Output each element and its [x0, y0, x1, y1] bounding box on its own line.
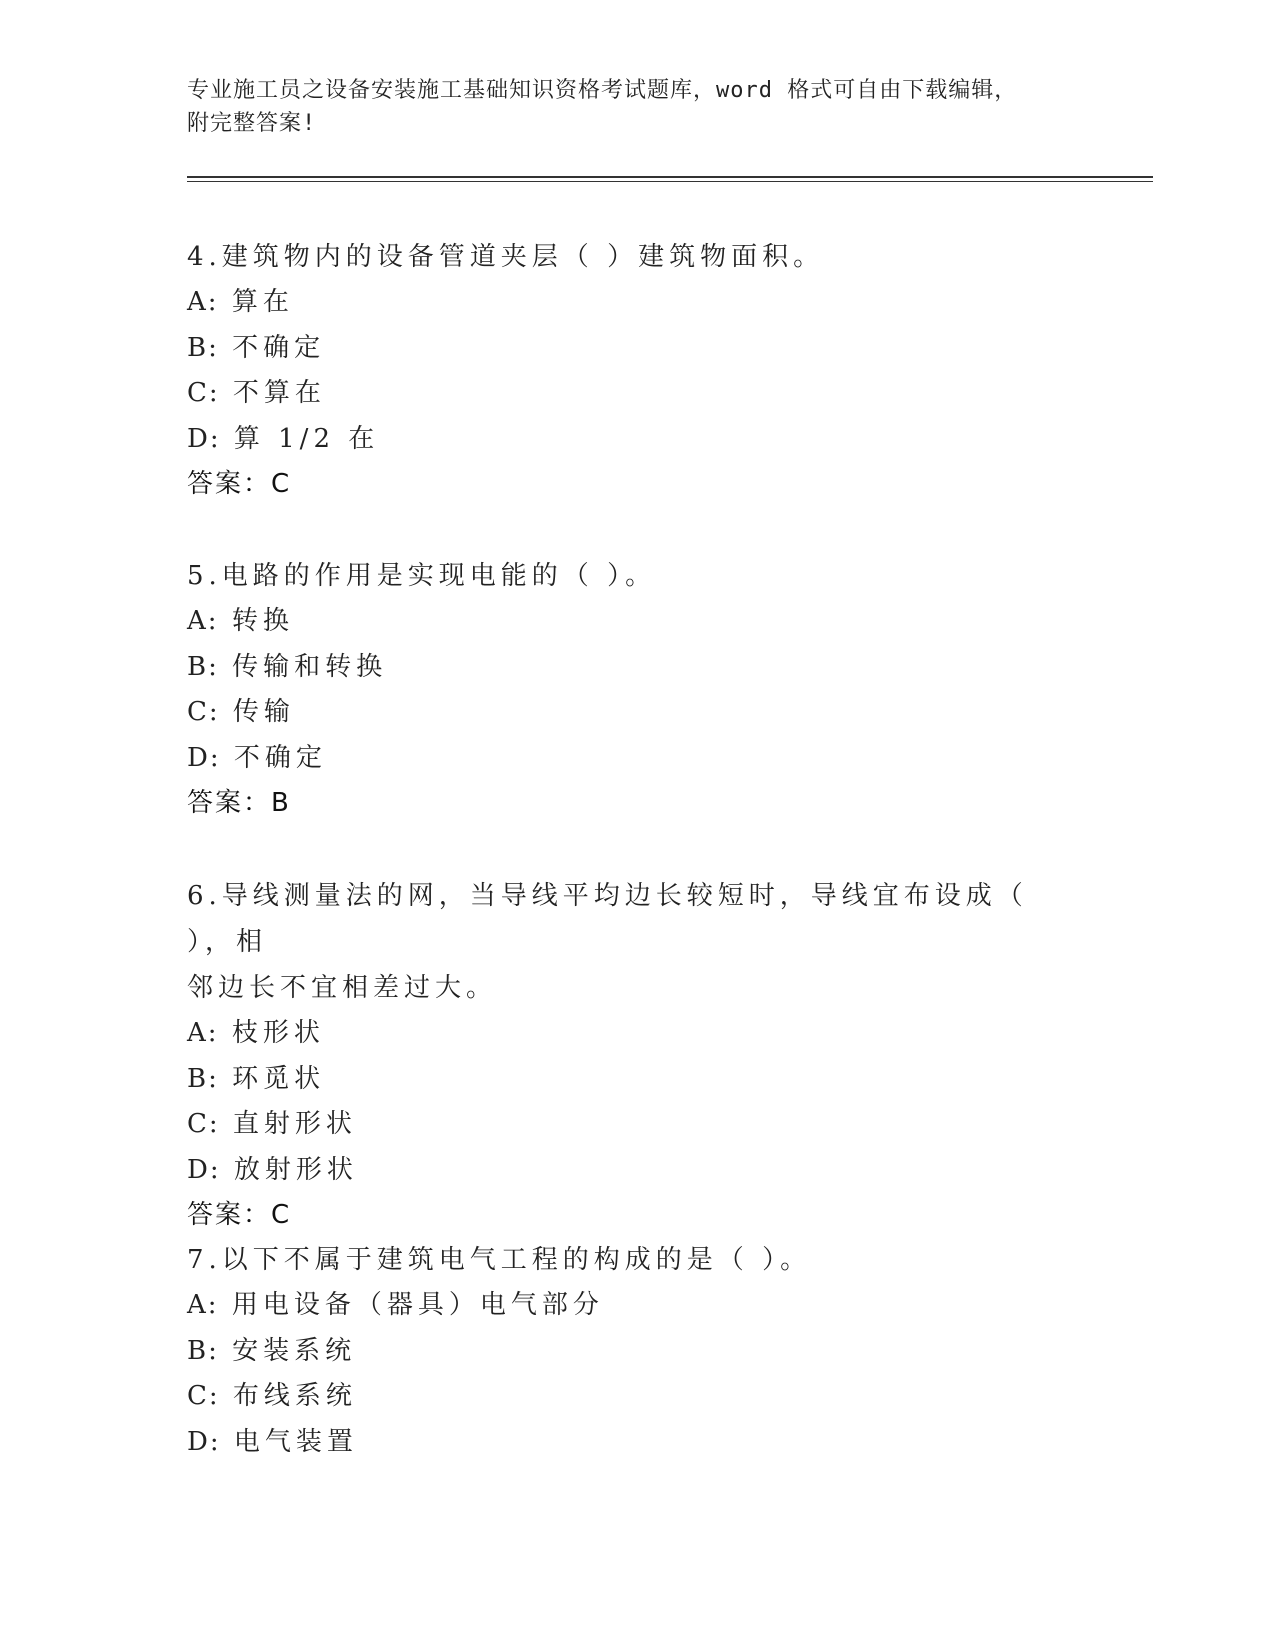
- option-b: [187, 326, 1087, 372]
- option-text: 算 1/2 在: [233, 423, 380, 454]
- option-text: 放射形状: [233, 1154, 358, 1185]
- question-text: 7.以下不属于建筑电气工程的构成的是（ ）。: [187, 1245, 812, 1275]
- option-letter: C:: [187, 1381, 220, 1411]
- option-text: 转换: [231, 606, 294, 636]
- option-letter: C:: [187, 697, 220, 727]
- option-c: [187, 1374, 1087, 1420]
- question-7: [187, 1237, 1087, 1465]
- option-letter: D:: [187, 1154, 221, 1185]
- document-header: [187, 74, 1087, 140]
- option-text: 传输: [232, 697, 295, 727]
- option-letter: B:: [187, 1335, 219, 1366]
- option-d: [187, 736, 1087, 782]
- option-text: 安装系统: [232, 1335, 357, 1366]
- option-letter: C:: [187, 378, 220, 408]
- option-text: 布线系统: [232, 1381, 357, 1411]
- option-letter: B:: [187, 651, 219, 682]
- option-c: [187, 1102, 1087, 1148]
- option-text: 不确定: [232, 332, 326, 363]
- option-b: [187, 645, 1087, 691]
- option-a: [187, 1011, 1087, 1057]
- question-5: [187, 553, 1087, 826]
- question-text: 6.导线测量法的网，当导线平均边长较短时，导线宜布设成（ ），相: [187, 881, 1028, 957]
- option-a: [187, 280, 1087, 326]
- option-text: 传输和转换: [232, 651, 388, 682]
- question-text: 5.电路的作用是实现电能的（ ）。: [187, 561, 657, 591]
- option-text: 枝形状: [231, 1018, 325, 1048]
- option-text: 算在: [231, 287, 294, 317]
- option-c: [187, 690, 1087, 736]
- header-divider-thin: [187, 181, 1153, 182]
- option-letter: B:: [187, 332, 219, 363]
- option-text: 电气装置: [233, 1426, 358, 1457]
- option-letter: B:: [187, 1063, 219, 1094]
- option-letter: C:: [187, 1109, 220, 1139]
- option-letter: D:: [187, 423, 221, 454]
- answer-line: 答案：B: [187, 788, 291, 818]
- question-4: [187, 234, 1087, 507]
- option-c: [187, 371, 1087, 417]
- option-b: [187, 1329, 1087, 1375]
- option-letter: D:: [187, 1426, 221, 1457]
- header-line-1: 专业施工员之设备安装施工基础知识资格考试题库，word 格式可自由下载编辑，: [187, 78, 1018, 103]
- option-b: [187, 1057, 1087, 1103]
- option-letter: A:: [187, 606, 219, 636]
- answer-line: 答案：C: [187, 1200, 292, 1230]
- option-d: [187, 1420, 1087, 1466]
- answer-line: 答案：C: [187, 469, 292, 499]
- option-text: 直射形状: [232, 1109, 357, 1139]
- option-letter: A:: [187, 287, 219, 317]
- question-text-continued: 邻边长不宜相差过大。: [187, 973, 498, 1003]
- option-letter: A:: [187, 1290, 219, 1320]
- option-text: 不算在: [232, 378, 326, 408]
- header-divider-thick: [187, 176, 1153, 178]
- option-d: [187, 1148, 1087, 1194]
- option-a: [187, 599, 1087, 645]
- question-6: [187, 873, 1087, 1238]
- option-text: 不确定: [233, 742, 327, 773]
- option-letter: D:: [187, 742, 221, 773]
- question-text: 4.建筑物内的设备管道夹层（ ）建筑物面积。: [187, 242, 825, 272]
- option-letter: A:: [187, 1018, 219, 1048]
- option-text: 用电设备（器具）电气部分: [231, 1290, 604, 1320]
- option-text: 环觅状: [232, 1063, 326, 1094]
- header-line-2: 附完整答案!: [187, 111, 317, 136]
- option-d: [187, 417, 1087, 463]
- option-a: [187, 1283, 1087, 1329]
